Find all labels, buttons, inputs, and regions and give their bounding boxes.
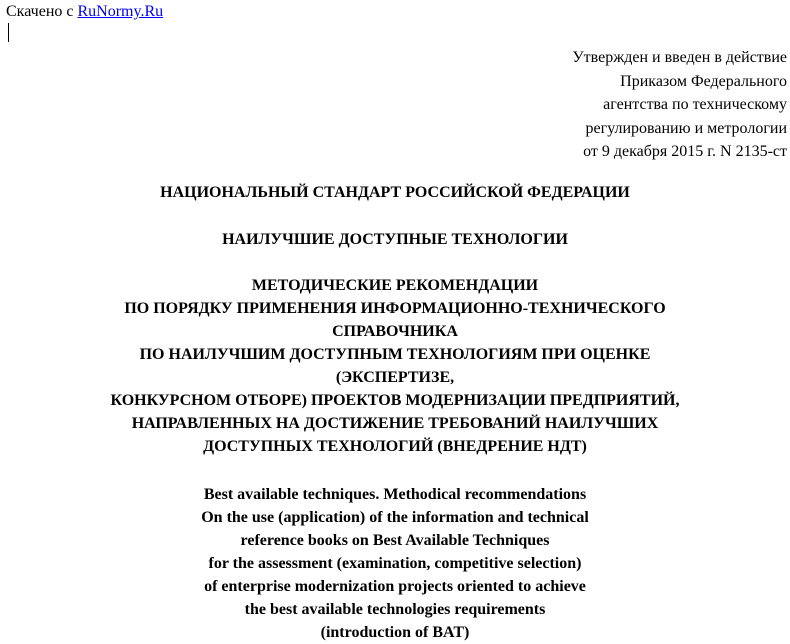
english-title-line: of enterprise modernization projects oriented to achieve [204,578,586,595]
standard-title-text: НАЦИОНАЛЬНЫЙ СТАНДАРТ РОССИЙСКОЙ ФЕДЕРАЦИИ [160,184,630,201]
main-title-line: МЕТОДИЧЕСКИЕ РЕКОМЕНДАЦИИ [251,277,539,294]
main-title-line: (ЭКСПЕРТИЗЕ, [335,369,455,386]
main-title-line: ПО ПОРЯДКУ ПРИМЕНЕНИЯ ИНФОРМАЦИОННО-ТЕХНИЧЕСКОГО [124,300,666,317]
approval-block [572,46,787,164]
english-title-line: (introduction of BAT) [320,624,470,641]
approval-line: Приказом Федерального [620,72,787,90]
main-title [0,274,790,458]
english-title-line: On the use (application) of the information and technical [201,509,589,526]
text-cursor [8,23,9,42]
main-title-line: СПРАВОЧНИКА [332,323,458,340]
download-prefix: Скачено с [6,3,78,20]
main-title-line: ПО НАИЛУЧШИМ ДОСТУПНЫМ ТЕХНОЛОГИЯМ ПРИ ОЦЕНКЕ [139,346,651,363]
standard-title [0,182,790,204]
english-title-line: for the assessment (examination, competitive selection) [208,555,582,572]
english-title [0,483,790,644]
runormy-link[interactable]: RuNormy.Ru [77,3,164,20]
main-title-line: НАПРАВЛЕННЫХ НА ДОСТИЖЕНИЕ ТРЕБОВАНИЙ НАИЛУЧШИХ [131,415,659,432]
english-title-line: Best available techniques. Methodical recommendations [203,486,587,503]
main-title-line: КОНКУРСНОМ ОТБОРЕ) ПРОЕКТОВ МОДЕРНИЗАЦИИ ПРЕДПРИЯТИЙ, [110,392,680,409]
approval-line: регулированию и метрологии [585,119,787,137]
english-title-line: the best available technologies requirements [244,601,546,618]
main-title-line: ДОСТУПНЫХ ТЕХНОЛОГИЙ (ВНЕДРЕНИЕ НДТ) [203,438,587,455]
series-title-text: НАИЛУЧШИЕ ДОСТУПНЫЕ ТЕХНОЛОГИИ [222,231,568,248]
english-title-line: reference books on Best Available Techniques [240,532,550,549]
approval-line: агентства по техническому [603,96,787,113]
series-title [0,229,790,251]
approval-line: от 9 декабря 2015 г. N 2135-ст [583,143,787,160]
approval-line: Утвержден и введен в действие [572,49,787,66]
download-source-line [6,2,163,21]
